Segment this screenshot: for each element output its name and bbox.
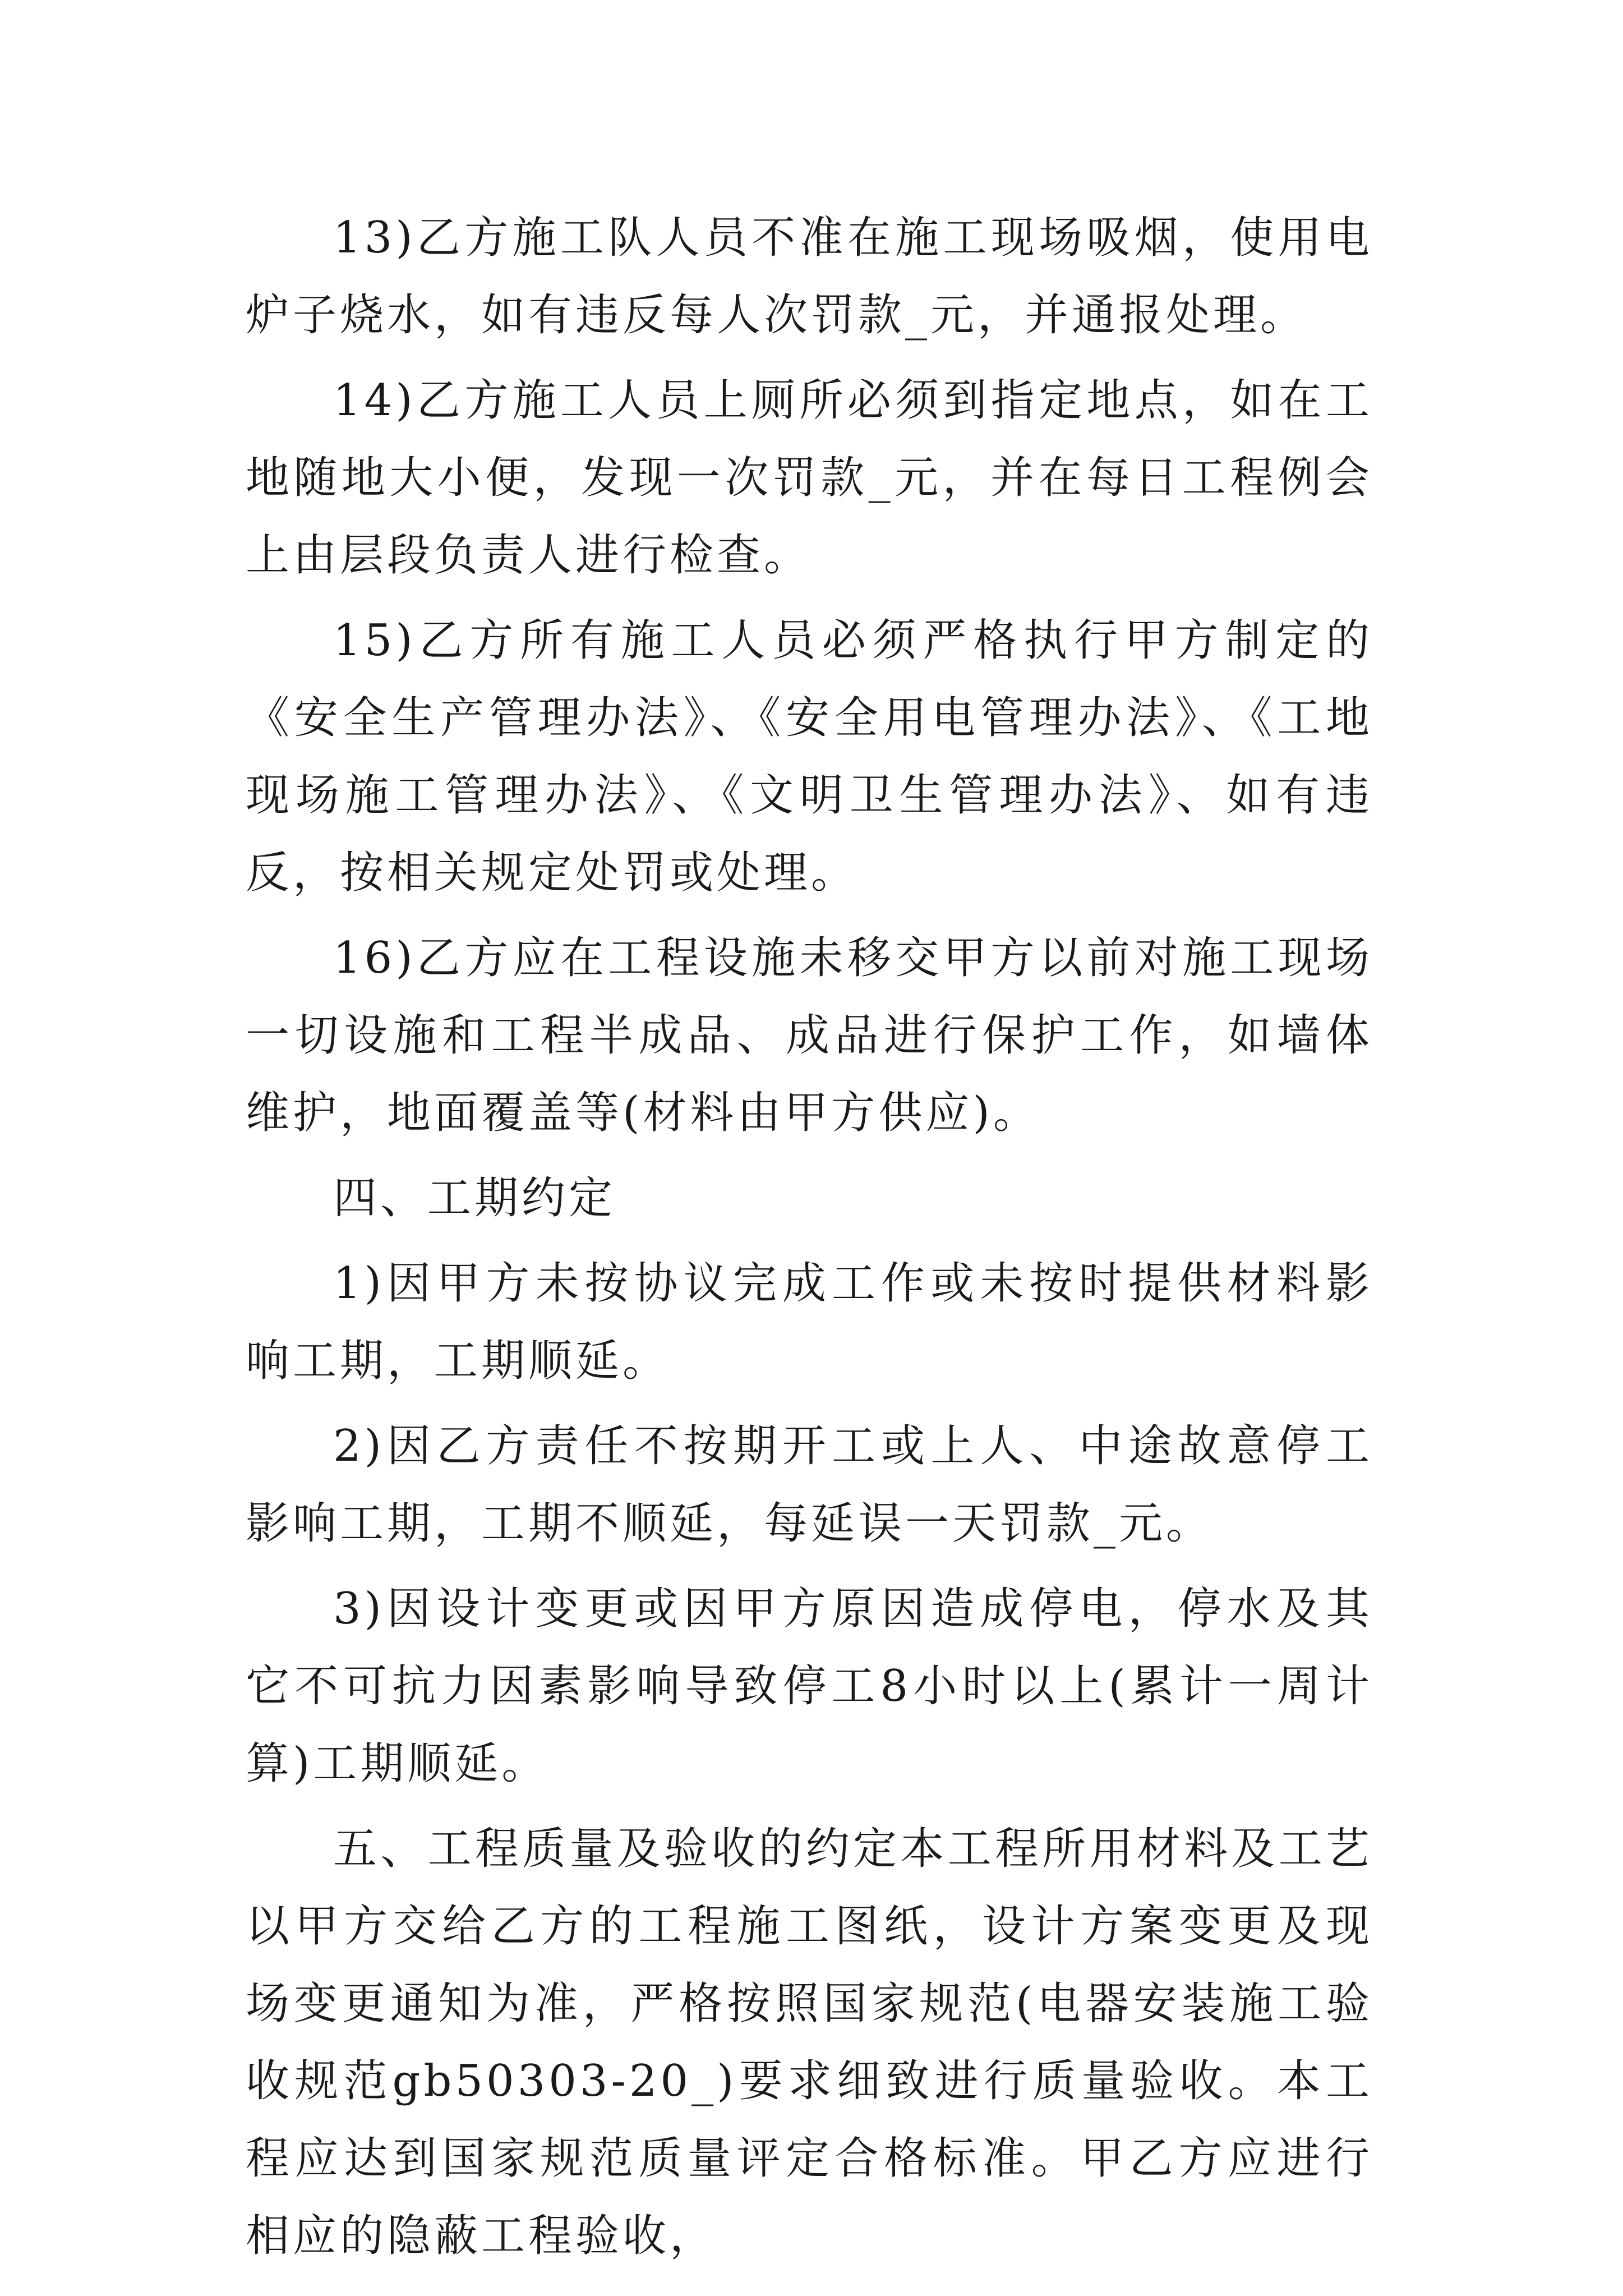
schedule-item-1: 1)因甲方未按协议完成工作或未按时提供材料影响工期，工期顺延。 xyxy=(246,1258,1373,1386)
section-quality-acceptance: 五、工程质量及验收的约定本工程所用材料及工艺以甲方交给乙方的工程施工图纸，设计方案变更及现场变更通知为准，严格按照国家规范(电器安装施工验收规范gb50303-20_)要求细致进行质量验收。本工程应达到国家规范质量评定合格标准。甲乙方应进行相应的隐蔽工程验收， xyxy=(246,1824,1373,2261)
paragraph-14: 14)乙方施工人员上厕所必须到指定地点，如在工地随地大小便，发现一次罚款_元，并在每日工程例会上由层段负责人进行检查。 xyxy=(246,375,1373,581)
document-body xyxy=(246,199,1373,2283)
section-heading-schedule: 四、工期约定 xyxy=(333,1173,616,1223)
paragraph-16: 16)乙方应在工程设施未移交甲方以前对施工现场一切设施和工程半成品、成品进行保护工作，如墙体维护，地面覆盖等(材料由甲方供应)。 xyxy=(246,933,1373,1138)
paragraph-15: 15)乙方所有施工人员必须严格执行甲方制定的《安全生产管理办法》、《安全用电管理办法》、《工地现场施工管理办法》、《文明卫生管理办法》、如有违反，按相关规定处罚或处理。 xyxy=(246,615,1373,898)
schedule-item-3: 3)因设计变更或因甲方原因造成停电，停水及其它不可抗力因素影响导致停工8小时以上(累计一周计算)工期顺延。 xyxy=(246,1584,1373,1789)
paragraph-13: 13)乙方施工队人员不准在施工现场吸烟，使用电炉子烧水，如有违反每人次罚款_元，并通报处理。 xyxy=(246,213,1373,341)
schedule-item-2: 2)因乙方责任不按期开工或上人、中途故意停工影响工期，工期不顺延，每延误一天罚款_元。 xyxy=(246,1421,1373,1549)
